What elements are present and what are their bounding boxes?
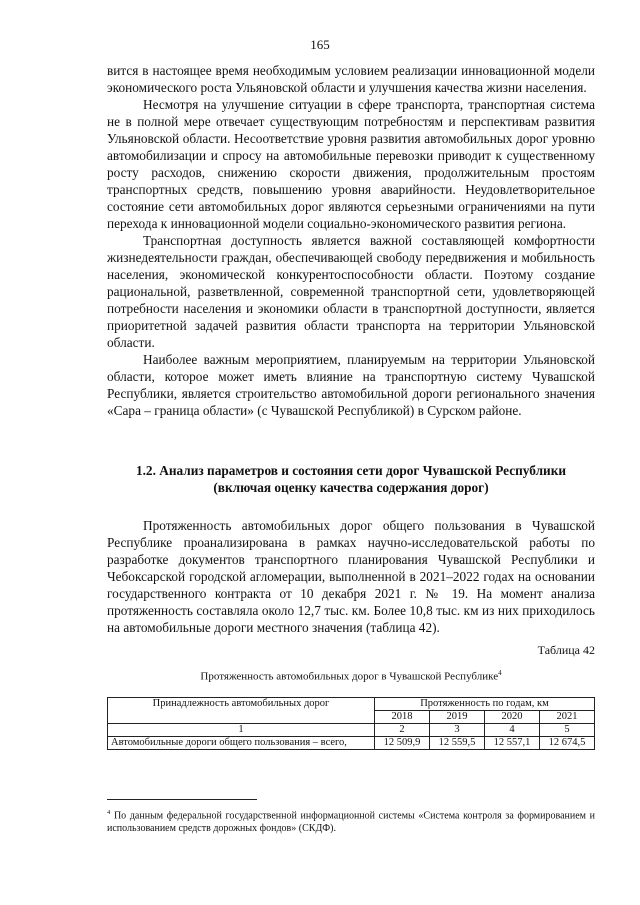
table-caption-text: Протяженность автомобильных дорог в Чувашской Республике	[200, 670, 499, 683]
column-number: 5	[540, 724, 595, 737]
row-value: 12 557,1	[485, 737, 540, 750]
header-owner: Принадлежность автомобильных дорог	[108, 698, 375, 724]
row-owner: Автомобильные дороги общего пользования – всего,	[108, 737, 375, 750]
column-number: 1	[108, 724, 375, 737]
table-caption	[107, 669, 595, 683]
footnote-text: По данным федеральной государственной информационной системы «Система контроля за формированием и использованием средств дорожных фондов» (СКДФ).	[107, 810, 596, 835]
section-paragraph: Протяженность автомобильных дорог общего пользования в Чувашской Республике проанализирована в рамках научно-исследовательской работы по разработке документов транспортного планирования Чувашской Республики и Чебоксарской городской агломерации, выполненной в 2021–2022 годах на основании государственного контракта от 10 декабря 2021 г. № 19. На момент анализа протяженность составляла около 12,7 тыс. км. Более 10,8 тыс. км из них приходилось на автомобильные дороги местного значения (таблица 42).	[107, 518, 595, 635]
column-number: 3	[430, 724, 485, 737]
column-number: 4	[485, 724, 540, 737]
footnote-separator	[107, 799, 257, 800]
footnote	[107, 806, 595, 835]
column-number: 2	[375, 724, 430, 737]
paragraph-2: Несмотря на улучшение ситуации в сфере транспорта, транспортная система не в полной мере отвечает существующим потребностям и перспективам развития Ульяновской области. Несоответствие уровня развития автомобильных дорог уровню автомобилизации и спросу на автомобильные перевозки приводит к существенному росту расходов, снижению скорости движения, продолжительным простоям транспортных средств, повышению уровня аварийности. Неудовлетворительное состояние сети автомобильных дорог являются серьезными ограничениями на пути перехода к инновационной модели социально-экономического развития региона.	[107, 97, 595, 231]
paragraph-4: Наиболее важным мероприятием, планируемым на территории Ульяновской области, которое может иметь влияние на транспортную систему Чувашской Республики, является строительство автомобильной дороги регионального значения «Сара – граница области» (с Чувашской Республикой) в Сурском районе.	[107, 352, 595, 418]
paragraph-3: Транспортная доступность является важной составляющей комфортности жизнедеятельности граждан, обеспечивающей свободу передвижения и мобильность населения, экономической конкурентоспособности области. Поэтому создание рациональной, разветвленной, современной транспортной сети, удовлетворяющей потребности населения и экономики области в транспортной доступности, является приоритетной задачей развития области транспорта на территории Ульяновской области.	[107, 233, 595, 350]
paragraph-1: вится в настоящее время необходимым условием реализации инновационной модели экономического роста Ульяновской области и улучшения качества жизни населения.	[107, 63, 595, 95]
body-text	[107, 62, 595, 419]
year-cell: 2020	[485, 711, 540, 724]
page-number: 165	[310, 37, 330, 52]
road-length-table	[107, 697, 595, 750]
table-row	[108, 737, 595, 750]
table-column-numbers-row	[108, 724, 595, 737]
year-cell: 2021	[540, 711, 595, 724]
row-value: 12 674,5	[540, 737, 595, 750]
row-value: 12 509,9	[375, 737, 430, 750]
section-heading-line-1: 1.2. Анализ параметров и состояния сети дорог Чувашской Республики	[135, 463, 567, 478]
footnote-number: 4	[107, 809, 111, 816]
section-heading	[107, 462, 595, 496]
section-heading-line-2: (включая оценку качества содержания дорог)	[213, 480, 489, 495]
footnote-ref: 4	[498, 669, 502, 677]
section-body	[107, 517, 595, 636]
year-cell: 2019	[430, 711, 485, 724]
year-cell: 2018	[375, 711, 430, 724]
table-label: Таблица 42	[537, 643, 595, 657]
row-value: 12 559,5	[430, 737, 485, 750]
header-length: Протяженность по годам, км	[375, 698, 595, 711]
table-header-row	[108, 698, 595, 711]
